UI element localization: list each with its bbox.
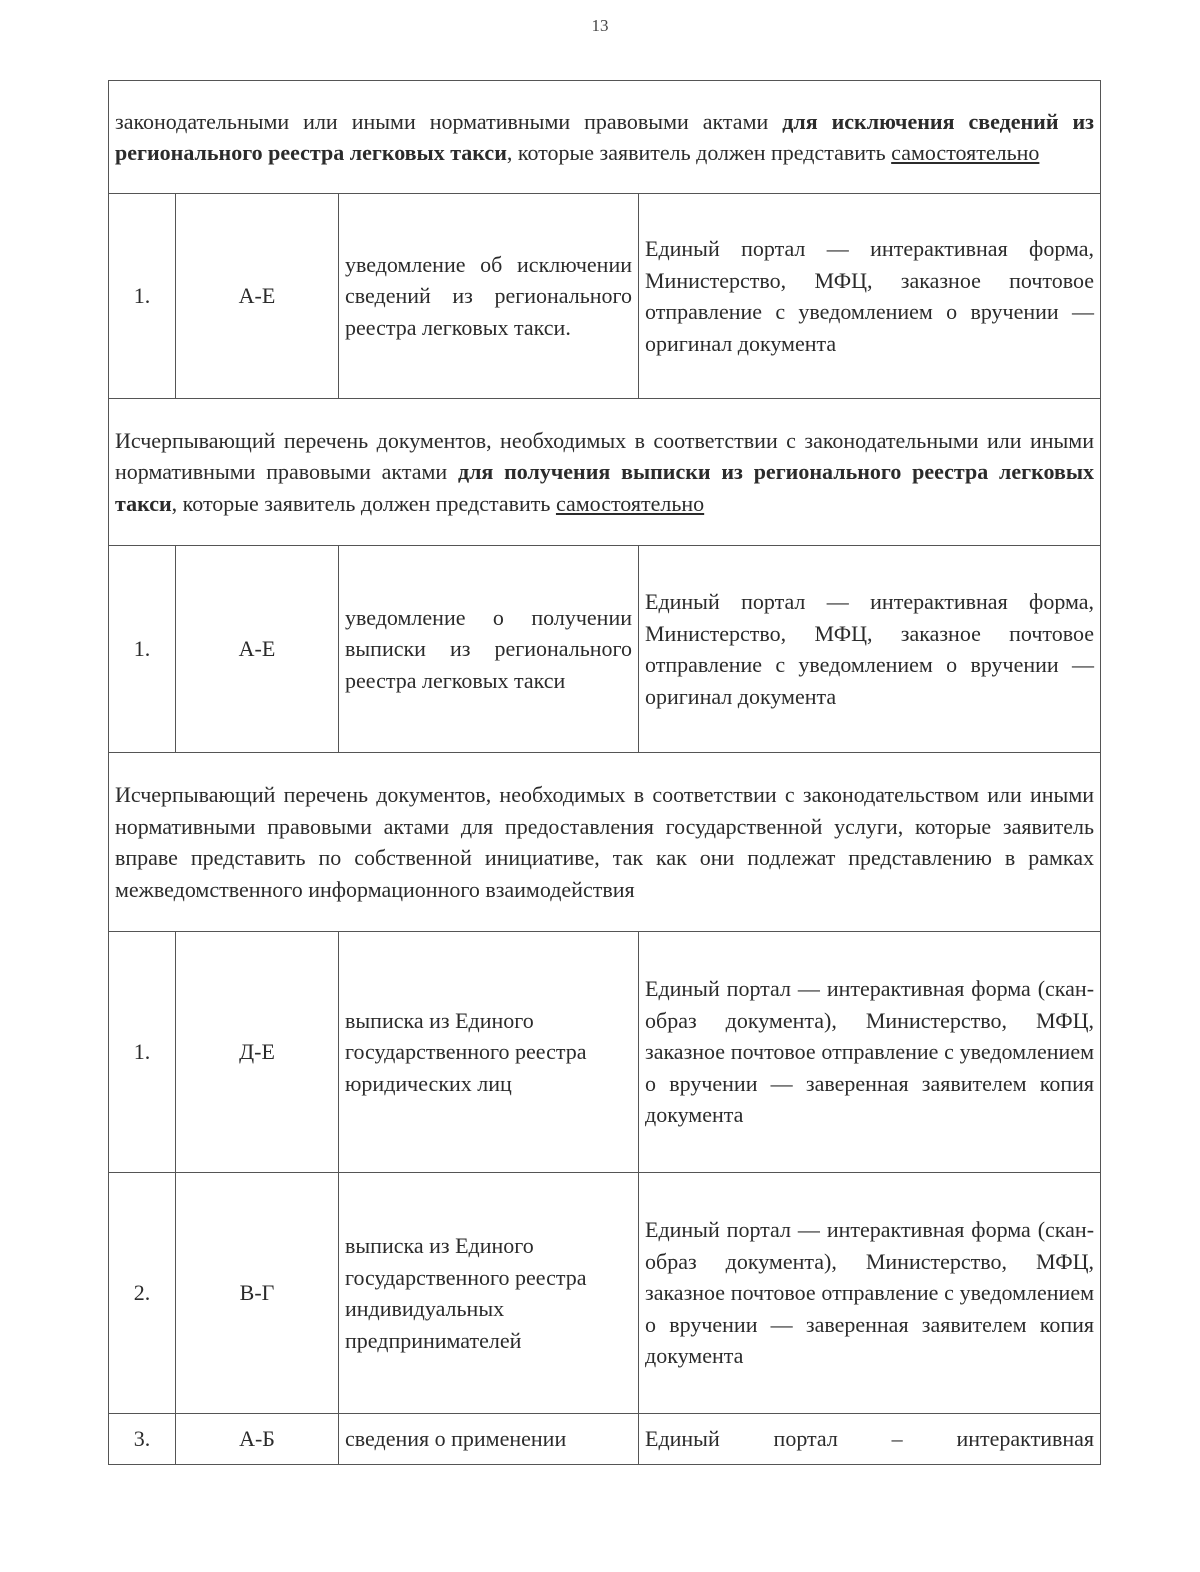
section-underlined-word: самостоятельно [555,490,705,516]
row-document: сведения о применении [339,1414,639,1465]
section-heading-extract: Исчерпывающий перечень документов, необходимых в соответствии с законодательными или иными нормативными правовыми актами для получения выписки из регионального реестра легковых такси, которые заявитель должен представить самостоятельно [109,399,1101,546]
row-submission: Единый портал – интерактивная [639,1414,1101,1465]
row-submission: Единый портал — интерактивная форма (скан-образ документа), Министерство, МФЦ, заказное почтовое отправление с уведомлением о вручении — заверенная заявителем копия документа [639,932,1101,1173]
row-number: 2. [109,1173,176,1414]
section-header-row [109,399,1101,546]
row-submission: Единый портал — интерактивная форма, Министерство, МФЦ, заказное почтовое отправление с уведомлением о вручении — оригинал документа [639,194,1101,399]
row-category: А-Б [176,1414,339,1465]
row-document: уведомление о получении выписки из регионального реестра легковых такси [339,546,639,753]
row-category: В-Г [176,1173,339,1414]
table-row [109,1173,1101,1414]
table-row [109,1414,1101,1465]
row-category: А-Е [176,546,339,753]
row-number: 1. [109,194,176,399]
row-number: 3. [109,1414,176,1465]
row-submission: Единый портал — интерактивная форма (скан-образ документа), Министерство, МФЦ, заказное почтовое отправление с уведомлением о вручении — заверенная заявителем копия документа [639,1173,1101,1414]
documents-table [108,80,1101,1465]
row-document: выписка из Единого государственного реестра индивидуальных предпринимателей [339,1173,639,1414]
section-heading-interagency: Исчерпывающий перечень документов, необходимых в соответствии с законодательством или иными нормативными правовыми актами для предоставления государственной услуги, которые заявитель вправе представить по собственной инициативе, так как они подлежат представлению в рамках межведомственного информационного взаимодействия [109,753,1101,932]
row-category: Д-Е [176,932,339,1173]
table-row [109,194,1101,399]
table-row [109,932,1101,1173]
section-heading-exclusion: законодательными или иными нормативными правовыми актами для исключения сведений из регионального реестра легковых такси, которые заявитель должен представить самостоятельно [109,81,1101,194]
row-number: 1. [109,546,176,753]
table-row [109,546,1101,753]
row-submission: Единый портал — интерактивная форма, Министерство, МФЦ, заказное почтовое отправление с уведомлением о вручении — оригинал документа [639,546,1101,753]
row-document: уведомление об исключении сведений из регионального реестра легковых такси. [339,194,639,399]
page-number: 13 [591,16,609,35]
section-header-row [109,81,1101,194]
row-category: А-Е [176,194,339,399]
row-document: выписка из Единого государственного реестра юридических лиц [339,932,639,1173]
section-header-row [109,753,1101,932]
section-underlined-word: самостоятельно [891,140,1040,165]
row-number: 1. [109,932,176,1173]
section-emphasis: для получения выписки из регионального реестра легковых такси [115,459,1095,516]
section-emphasis: для исключения сведений из регионального реестра легковых такси [115,108,1095,165]
